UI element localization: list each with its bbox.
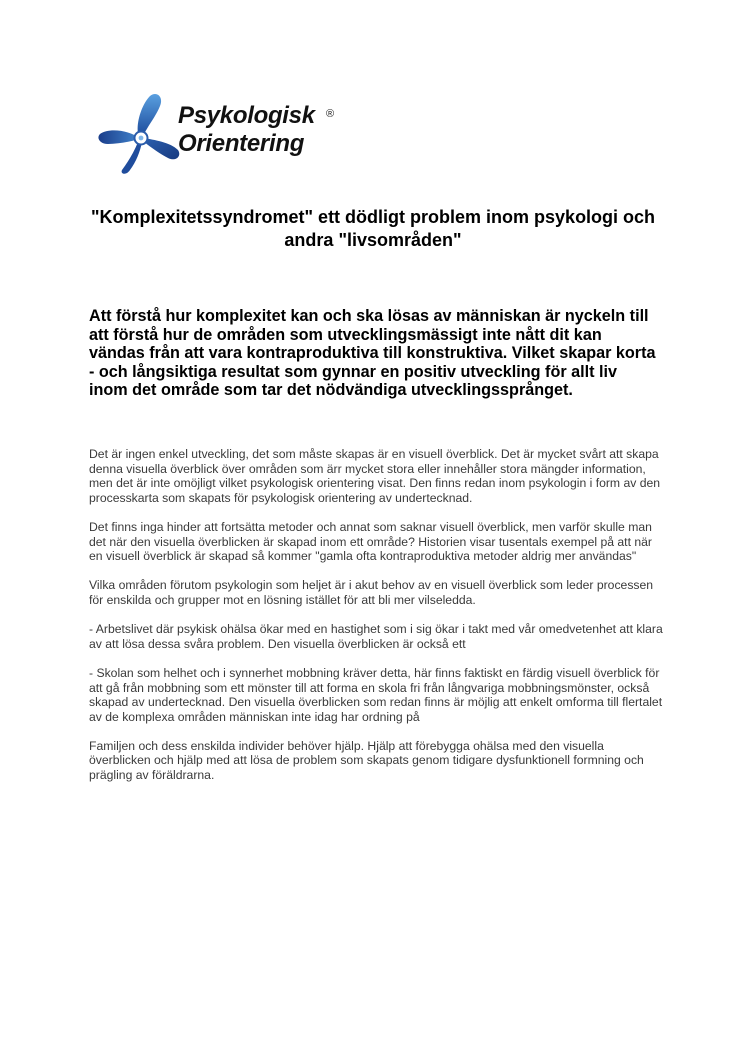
propeller-logo-icon xyxy=(98,92,184,178)
logo-wordmark xyxy=(178,102,315,158)
document-title: "Komplexitetssyndromet" ett dödligt problem inom psykologi och andra "livsområden" xyxy=(90,207,656,250)
body-paragraph: Vilka områden förutom psykologin som heljet är i akut behov av en visuell överblick som leder processen för enskilda och grupper mot en lösning istället för att bli mer vilseledda. xyxy=(89,578,654,607)
registered-mark: ® xyxy=(326,108,335,120)
company-logo xyxy=(98,92,348,178)
body-paragraph: Det finns inga hinder att fortsätta metoder och annat som saknar visuell överblick, men varför skulle man det när den visuella överblicken är skapad inom ett område? Historien visar tusentals exempel på att när en visuell överblick är skapad så kommer "gamla ofta kontraproduktiva metoder aldrig mer användas" xyxy=(89,519,652,564)
lead-paragraph: Att förstå hur komplexitet kan och ska lösas av människan är nyckeln till att förstå hur de områden som utvecklingsmässigt inte nått dit kan vändas från att vara kontraproduktiva till konstruktiva. Vilket skapar korta - och långsiktiga resultat som gynnar en positiv utveckling för allt liv inom det område som tar det nödvändiga utvecklingssprånget. xyxy=(89,307,656,399)
logo-line-1: Psykologisk xyxy=(178,102,315,129)
body-paragraph: Familjen och dess enskilda individer behöver hjälp. Hjälp att förebygga ohälsa med den visuella överblicken och hjälp med att lösa de problem som skapats genom tidigare dysfunktionell formning och prägling av föräldrarna. xyxy=(89,738,644,783)
logo-line-2: Orientering xyxy=(178,130,305,157)
body-paragraph: - Arbetslivet där psykisk ohälsa ökar med en hastighet som i sig ökar i takt med vår omedvetenhet att klara av att lösa dessa svåra problem. Den visuella överblicken är också ett xyxy=(89,622,663,651)
body-paragraph: - Skolan som helhet och i synnerhet mobbning kräver detta, här finns faktiskt en färdig visuell överblick för att gå från mobbning som ett mönster till att forma en skola fri från långvariga mobbningsmönster, också skapad av undertecknad. Den visuella överblicken som redan finns är möjlig att enkelt omforma till flertalet av de komplexa områden människan inte idag har ordning på xyxy=(89,665,663,724)
body-paragraph: Det är ingen enkel utveckling, det som måste skapas är en visuell överblick. Det är mycket svårt att skapa denna visuella överblick över områden som ärr mycket stora eller innehåller stora mängder information, men det är inte omöjligt vilket psykologisk orientering visat. Den finns redan inom psykologin i form av den processkarta som skapats för psykologisk orientering av undertecknad. xyxy=(89,447,661,505)
document-body xyxy=(89,447,664,797)
